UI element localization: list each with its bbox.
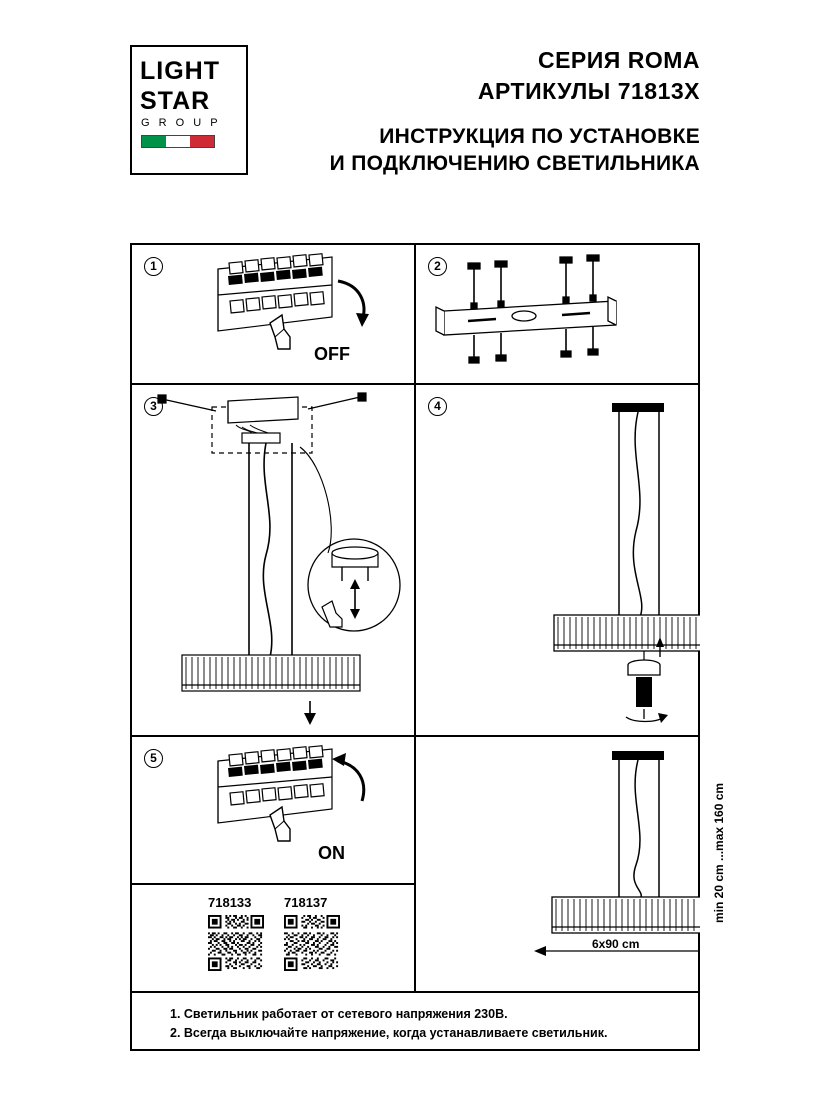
step-4-badge: 4 <box>428 397 447 416</box>
logo-line-2: STAR <box>140 87 211 115</box>
step-5-cell <box>132 737 414 883</box>
step-2-cell <box>416 245 700 383</box>
notes-cell <box>132 993 700 1051</box>
step-1-caption: OFF <box>314 344 350 364</box>
qr-article-1: 718133 <box>208 895 252 910</box>
step-3-illustration <box>132 385 414 735</box>
title-block <box>260 45 700 177</box>
instruction-frame <box>130 243 726 1051</box>
series-label: СЕРИЯ ROMA <box>537 47 700 73</box>
logo-line-1: LIGHT <box>140 57 220 85</box>
italy-flag-icon <box>141 135 215 148</box>
height-dimension-label: min 20 cm ...max 160 cm <box>712 782 726 923</box>
brand-logo <box>130 45 248 175</box>
step-2-illustration <box>416 245 700 383</box>
step-1-illustration <box>132 245 414 383</box>
step-3-badge: 3 <box>144 397 163 416</box>
qr-article-2: 718137 <box>284 895 328 910</box>
note-line-1: 1. Светильник работает от сетевого напряжения 230В. <box>170 1007 508 1021</box>
qr-section <box>132 885 414 991</box>
width-dimension-label: 6x90 cm <box>592 937 640 951</box>
instruction-title-line-2: И ПОДКЛЮЧЕНИЮ СВЕТИЛЬНИКА <box>329 152 700 175</box>
instruction-title-line-1: ИНСТРУКЦИЯ ПО УСТАНОВКЕ <box>379 125 700 148</box>
step-1-badge: 1 <box>144 257 163 276</box>
step-1-cell <box>132 245 414 383</box>
step-5-badge: 5 <box>144 749 163 768</box>
qr-code-718137[interactable] <box>284 915 340 971</box>
step-4-illustration <box>416 385 700 735</box>
note-line-2: 2. Всегда выключайте напряжение, когда устанавливаете светильник. <box>170 1026 608 1040</box>
step-2-badge: 2 <box>428 257 447 276</box>
qr-code-718133[interactable] <box>208 915 264 971</box>
dimensions-illustration <box>416 737 700 991</box>
dimensions-cell <box>416 737 726 991</box>
step-3-cell <box>132 385 414 735</box>
logo-line-3: G R O U P <box>141 117 221 129</box>
article-label: АРТИКУЛЫ 71813X <box>477 78 700 104</box>
step-4-cell <box>416 385 700 735</box>
page-header <box>130 45 700 190</box>
step-5-caption: ON <box>318 843 345 863</box>
step-5-illustration <box>132 737 414 883</box>
